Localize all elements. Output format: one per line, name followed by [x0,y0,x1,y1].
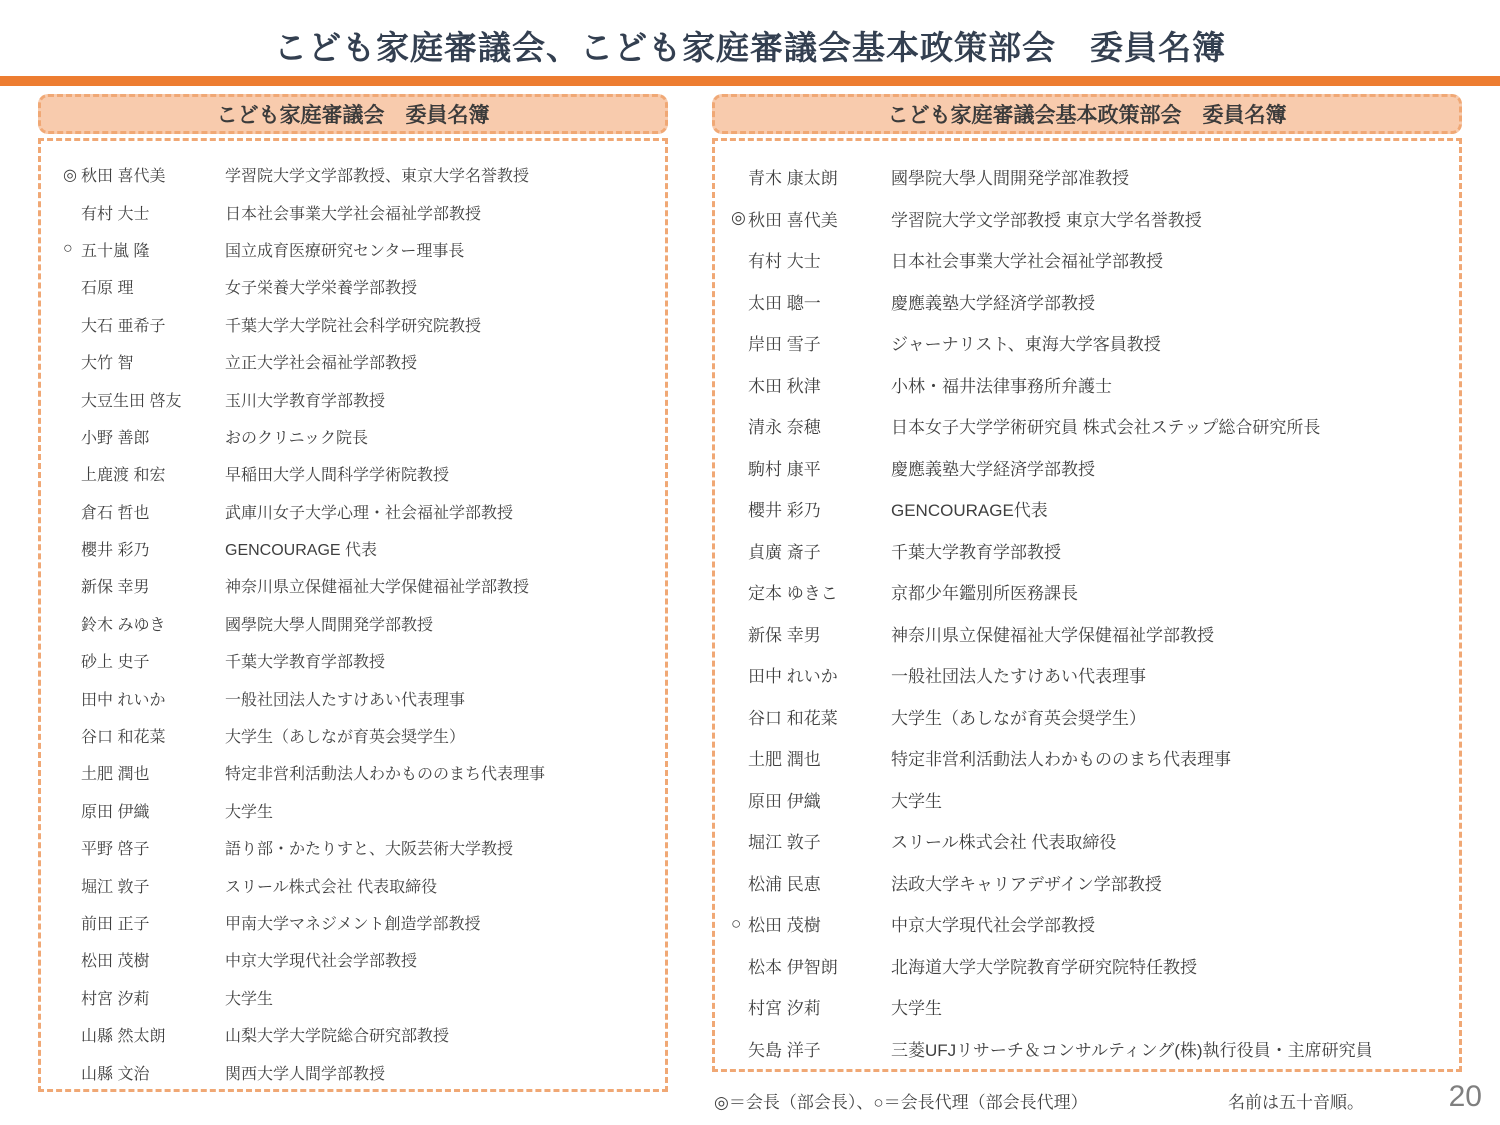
member-row [731,903,1451,945]
member-row [63,866,657,903]
member-row [731,322,1451,364]
member-role: 女子栄養大学栄養学部教授 [225,280,418,298]
page-title: こども家庭審議会、こども家庭審議会基本政策部会 委員名簿 [274,29,1226,66]
member-role: 三菱UFJリサーチ＆コンサルティング(株)執行役員・主席研究員 [891,1040,1373,1060]
member-name: 石原 理 [81,280,134,298]
member-role: 武庫川女子大学心理・社会福祉学部教授 [225,504,514,522]
member-role: 甲南大学マネジメント創造学部教授 [225,916,481,933]
member-row [731,654,1451,696]
member-name: 原田 伊織 [81,803,150,821]
member-name: 前田 正子 [81,916,150,933]
member-row [731,737,1451,779]
member-role: 一般社団法人たすけあい代表理事 [891,667,1146,687]
member-row [731,571,1451,613]
member-row [63,979,657,1016]
member-role: 神奈川県立保健福祉大学保健福祉学部教授 [225,579,530,597]
member-name: 青木 康太朗 [748,169,838,189]
member-role: GENCOURAGE代表 [891,501,1048,521]
member-name: 大竹 智 [81,355,134,373]
member-role: 國學院大學人間開発学部准教授 [891,169,1129,189]
member-name: 有村 大士 [81,205,150,223]
member-name: 砂上 史子 [81,654,150,672]
member-row [63,679,657,716]
member-row [63,156,657,193]
member-role: 大学生 [225,990,274,1008]
member-name: 田中 れいか [748,667,838,687]
member-name: 土肥 潤也 [748,750,821,770]
member-name: 松田 茂樹 [748,916,821,936]
vice-chair-marker: ○ [731,913,742,933]
member-name: 谷口 和花菜 [81,729,166,747]
member-row [63,530,657,567]
member-name: 定本 ゆきこ [748,584,838,604]
member-role: 日本女子大学学術研究員 株式会社ステップ総合研究所長 [891,418,1321,438]
member-name: 貞廣 斎子 [748,542,821,562]
member-row [731,696,1451,738]
vice-chair-marker: ○ [63,240,73,258]
page-number: 20 [1448,1080,1482,1113]
subcommittee-member-list [712,138,1462,1072]
member-role: 京都少年鑑別所医務課長 [891,584,1078,604]
member-role: 神奈川県立保健福祉大学保健福祉学部教授 [891,625,1214,645]
member-row [63,493,657,530]
member-name: 原田 伊織 [748,791,821,811]
member-row [63,455,657,492]
member-name: 田中 れいか [81,691,166,709]
member-row [731,986,1451,1028]
member-role: 玉川大学教育学部教授 [225,392,386,410]
member-name: 新保 幸男 [81,579,150,597]
member-row [731,364,1451,406]
member-role: 千葉大学教育学部教授 [225,654,386,672]
member-role: 語り部・かたりすと、大阪芸術大学教授 [225,841,514,859]
member-role: 特定非営利活動法人わかもののまち代表理事 [225,766,546,784]
member-name: 倉石 哲也 [81,504,150,522]
member-role: 千葉大学教育学部教授 [891,542,1061,562]
member-role: 北海道大学大学院教育学研究院特任教授 [891,957,1197,977]
member-role: スリール株式会社 代表取締役 [891,833,1117,853]
council-member-list [38,138,668,1092]
member-name: 大豆生田 啓友 [81,392,182,410]
member-row [63,1016,657,1053]
council-panel-title: こども家庭審議会 委員名簿 [216,104,490,127]
member-row [731,156,1451,198]
member-name: 五十嵐 隆 [81,242,150,260]
member-role: 大学生 [225,803,274,821]
member-role: 早稲田大学人間科学学術院教授 [225,467,450,485]
member-name: 太田 聰一 [748,293,821,313]
member-name: 岸田 雪子 [748,335,821,355]
member-name: 秋田 喜代美 [81,168,166,186]
member-name: 新保 幸男 [748,625,821,645]
member-name: 秋田 喜代美 [748,210,838,230]
member-role: 学習院大学文学部教授 東京大学名誉教授 [891,210,1202,230]
member-name: 駒村 康平 [748,459,821,479]
subcommittee-panel-header [712,94,1462,134]
name-order-note: 名前は五十音順。 [1228,1093,1364,1112]
member-role: 慶應義塾大学経済学部教授 [891,459,1095,479]
member-role: 大学生（あしなが育英会奨学生） [225,729,466,747]
member-role: 千葉大学大学院社会科学研究院教授 [225,317,482,335]
member-role: 慶應義塾大学経済学部教授 [891,293,1095,313]
member-role: 学習院大学文学部教授、東京大学名誉教授 [225,168,530,186]
member-name: 松本 伊智朗 [748,957,838,977]
member-role: GENCOURAGE 代表 [225,542,378,560]
member-row [731,779,1451,821]
member-name: 小野 善郎 [81,429,150,447]
chair-marker: ◎ [731,208,746,228]
member-row [731,1028,1451,1070]
member-name: 清永 奈穂 [748,418,821,438]
member-row [63,231,657,268]
member-role: 日本社会事業大学社会福祉学部教授 [225,205,482,223]
member-role: スリール株式会社 代表取締役 [225,878,438,896]
member-row [731,488,1451,530]
member-row [731,945,1451,987]
member-row [731,530,1451,572]
member-row [63,642,657,679]
member-row [731,405,1451,447]
member-name: 上鹿渡 和宏 [81,467,166,485]
member-row [63,605,657,642]
member-role: 関西大学人間学部教授 [225,1065,386,1083]
member-row [63,717,657,754]
member-name: 村宮 汐莉 [748,999,821,1019]
member-role: ジャーナリスト、東海大学客員教授 [891,335,1161,355]
member-row [731,239,1451,281]
member-name: 矢島 洋子 [748,1040,821,1060]
member-row [63,1053,657,1090]
member-name: 松浦 民恵 [748,874,821,894]
member-row [63,904,657,941]
member-role: 小林・福井法律事務所弁護士 [891,376,1112,396]
member-row [731,281,1451,323]
member-name: 松田 茂樹 [81,953,150,971]
member-row [731,862,1451,904]
member-name: 大石 亜希子 [81,317,166,335]
member-role: 立正大学社会福祉学部教授 [225,355,418,373]
member-row [63,193,657,230]
member-role: 中京大学現代社会学部教授 [225,953,418,971]
title-underline-bar [0,76,1500,86]
member-name: 鈴木 みゆき [81,616,166,634]
member-row [63,343,657,380]
member-role: 国立成育医療研究センター理事長 [225,242,465,260]
member-role: 大学生 [891,791,942,811]
member-name: 谷口 和花菜 [748,708,838,728]
member-name: 堀江 敦子 [81,878,150,896]
member-role: おのクリニック院長 [225,429,369,447]
member-role: 大学生（あしなが育英会奨学生） [891,708,1146,728]
member-row [731,198,1451,240]
member-name: 山縣 然太朗 [81,1028,166,1046]
member-name: 堀江 敦子 [748,833,821,853]
council-panel-header [38,94,668,134]
member-name: 土肥 潤也 [81,766,150,784]
member-row [731,613,1451,655]
member-row [731,447,1451,489]
member-row [63,829,657,866]
member-row [63,418,657,455]
member-name: 山縣 文治 [81,1065,150,1083]
member-role: 國學院大學人間開発学部教授 [225,616,434,634]
member-row [63,754,657,791]
member-name: 平野 啓子 [81,841,150,859]
member-name: 櫻井 彩乃 [748,501,821,521]
member-role: 中京大学現代社会学部教授 [891,916,1095,936]
chair-marker: ◎ [63,166,77,184]
member-role: 特定非営利活動法人わかもののまち代表理事 [891,750,1231,770]
member-row [63,941,657,978]
member-name: 櫻井 彩乃 [81,542,150,560]
subcommittee-panel-title: こども家庭審議会基本政策部会 委員名簿 [887,104,1287,127]
member-row [63,268,657,305]
member-name: 有村 大士 [748,252,821,272]
member-row [63,306,657,343]
member-role: 日本社会事業大学社会福祉学部教授 [891,252,1163,272]
member-role: 大学生 [891,999,942,1019]
member-role: 法政大学キャリアデザイン学部教授 [891,874,1162,894]
member-row [731,820,1451,862]
member-name: 木田 秋津 [748,376,821,396]
chair-legend-note: ◎＝会長（部会長）、○＝会長代理（部会長代理） [714,1093,1088,1112]
member-role: 一般社団法人たすけあい代表理事 [225,691,466,709]
member-row [63,380,657,417]
member-name: 村宮 汐莉 [81,990,150,1008]
member-row [63,567,657,604]
member-role: 山梨大学大学院総合研究部教授 [225,1028,450,1046]
member-row [63,792,657,829]
